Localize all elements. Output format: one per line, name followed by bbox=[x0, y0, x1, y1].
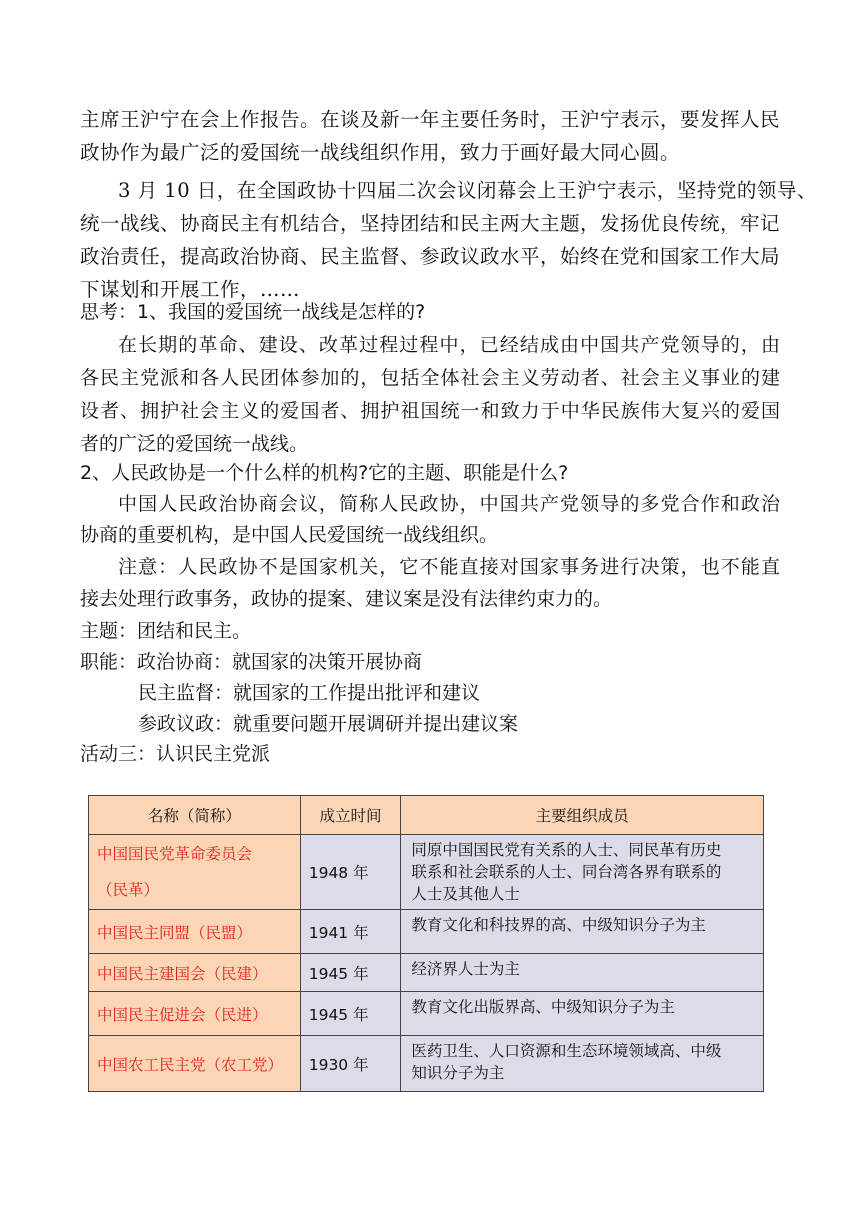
answer-line: 者的广泛的爱国统一战线。 bbox=[80, 433, 309, 455]
members-line: 人士及其他人士 bbox=[411, 885, 520, 903]
members-line: 医药卫生、人口资源和生态环境领域高、中级 bbox=[411, 1042, 722, 1060]
members-line: 知识分子为主 bbox=[411, 1064, 505, 1082]
answer-line: 各民主党派和各人民团体参加的，包括全体社会主义劳动者、社会主义事业的建 bbox=[80, 367, 780, 389]
function-line: 职能：政治协商：就国家的决策开展协商 bbox=[80, 651, 423, 673]
party-abbr: （民革） bbox=[97, 881, 160, 899]
members-cell bbox=[401, 1036, 764, 1092]
column-header-members: 主要组织成员 bbox=[401, 796, 764, 835]
table-row bbox=[89, 992, 764, 1036]
members-line: 同原中国国民党有关系的人士、同民革有历史 bbox=[411, 841, 722, 859]
question-2: 2、人民政协是一个什么样的机构?它的主题、职能是什么? bbox=[80, 462, 569, 484]
paragraph-line: 下谋划和开展工作，…… bbox=[80, 278, 301, 301]
column-header-date: 成立时间 bbox=[300, 796, 401, 835]
note-line: 接去处理行政事务，政协的提案、建议案是没有法律约束力的。 bbox=[80, 588, 613, 610]
members-cell bbox=[401, 954, 764, 992]
note-line: 注意：人民政协不是国家机关，它不能直接对国家事务进行决策，也不能直 bbox=[118, 556, 780, 578]
table-row bbox=[89, 1036, 764, 1092]
members-cell bbox=[401, 835, 764, 910]
party-name-cell: 中国民主建国会（民建） bbox=[89, 954, 301, 992]
paragraph-line: 统一战线、协商民主有机结合，坚持团结和民主两大主题，发扬优良传统，牢记 bbox=[80, 212, 781, 235]
table-row bbox=[89, 910, 764, 954]
table-row bbox=[89, 954, 764, 992]
founded-year-cell: 1945 年 bbox=[300, 954, 401, 992]
party-name-cell bbox=[89, 835, 301, 910]
paragraph-line: 政协作为最广泛的爱国统一战线组织作用，致力于画好最大同心圆。 bbox=[80, 141, 681, 164]
members-line: 教育文化和科技界的高、中级知识分子为主 bbox=[411, 916, 706, 934]
activity-heading: 活动三：认识民主党派 bbox=[80, 743, 271, 765]
theme-line: 主题：团结和民主。 bbox=[80, 620, 252, 642]
party-name-cell: 中国农工民主党（农工党） bbox=[89, 1036, 301, 1092]
party-name: 中国国民党革命委员会 bbox=[97, 845, 253, 863]
party-name-cell: 中国民主同盟（民盟） bbox=[89, 910, 301, 954]
answer-line: 协商的重要机构，是中国人民爱国统一战线组织。 bbox=[80, 524, 499, 546]
paragraph-line: 主席王沪宁在会上作报告。在谈及新一年主要任务时，王沪宁表示，要发挥人民 bbox=[80, 108, 781, 131]
founded-year-cell: 1930 年 bbox=[300, 1036, 401, 1092]
column-header-name: 名称（简称） bbox=[89, 796, 301, 835]
answer-line: 设者、拥护社会主义的爱国者、拥护祖国统一和致力于中华民族伟大复兴的爱国 bbox=[80, 400, 780, 422]
members-line: 联系和社会联系的人士、同台湾各界有联系的 bbox=[411, 863, 722, 881]
table-header-row bbox=[89, 796, 764, 835]
founded-year-cell: 1945 年 bbox=[300, 992, 401, 1036]
function-line: 参政议政：就重要问题开展调研并提出建议案 bbox=[138, 713, 519, 735]
members-line: 经济界人士为主 bbox=[411, 960, 520, 978]
function-line: 民主监督：就国家的工作提出批评和建议 bbox=[138, 682, 481, 704]
members-line: 教育文化出版界高、中级知识分子为主 bbox=[411, 998, 675, 1016]
answer-line: 在长期的革命、建设、改革过程过程中，已经结成由中国共产党领导的，由 bbox=[118, 334, 780, 356]
party-name-cell: 中国民主促进会（民进） bbox=[89, 992, 301, 1036]
paragraph-line: 政治责任，提高政治协商、民主监督、参政议政水平，始终在党和国家工作大局 bbox=[80, 245, 781, 268]
answer-line: 中国人民政治协商会议，简称人民政协，中国共产党领导的多党合作和政治 bbox=[118, 493, 780, 515]
members-cell bbox=[401, 992, 764, 1036]
table-row bbox=[89, 835, 764, 910]
paragraph-line: 3 月 10 日，在全国政协十四届二次会议闭幕会上王沪宁表示，坚持党的领导、 bbox=[118, 179, 817, 202]
founded-year-cell: 1941 年 bbox=[300, 910, 401, 954]
founded-year-cell: 1948 年 bbox=[300, 835, 401, 910]
members-cell bbox=[401, 910, 764, 954]
question-1: 思考：1、我国的爱国统一战线是怎样的? bbox=[80, 301, 426, 323]
democratic-parties-table bbox=[88, 795, 764, 1092]
